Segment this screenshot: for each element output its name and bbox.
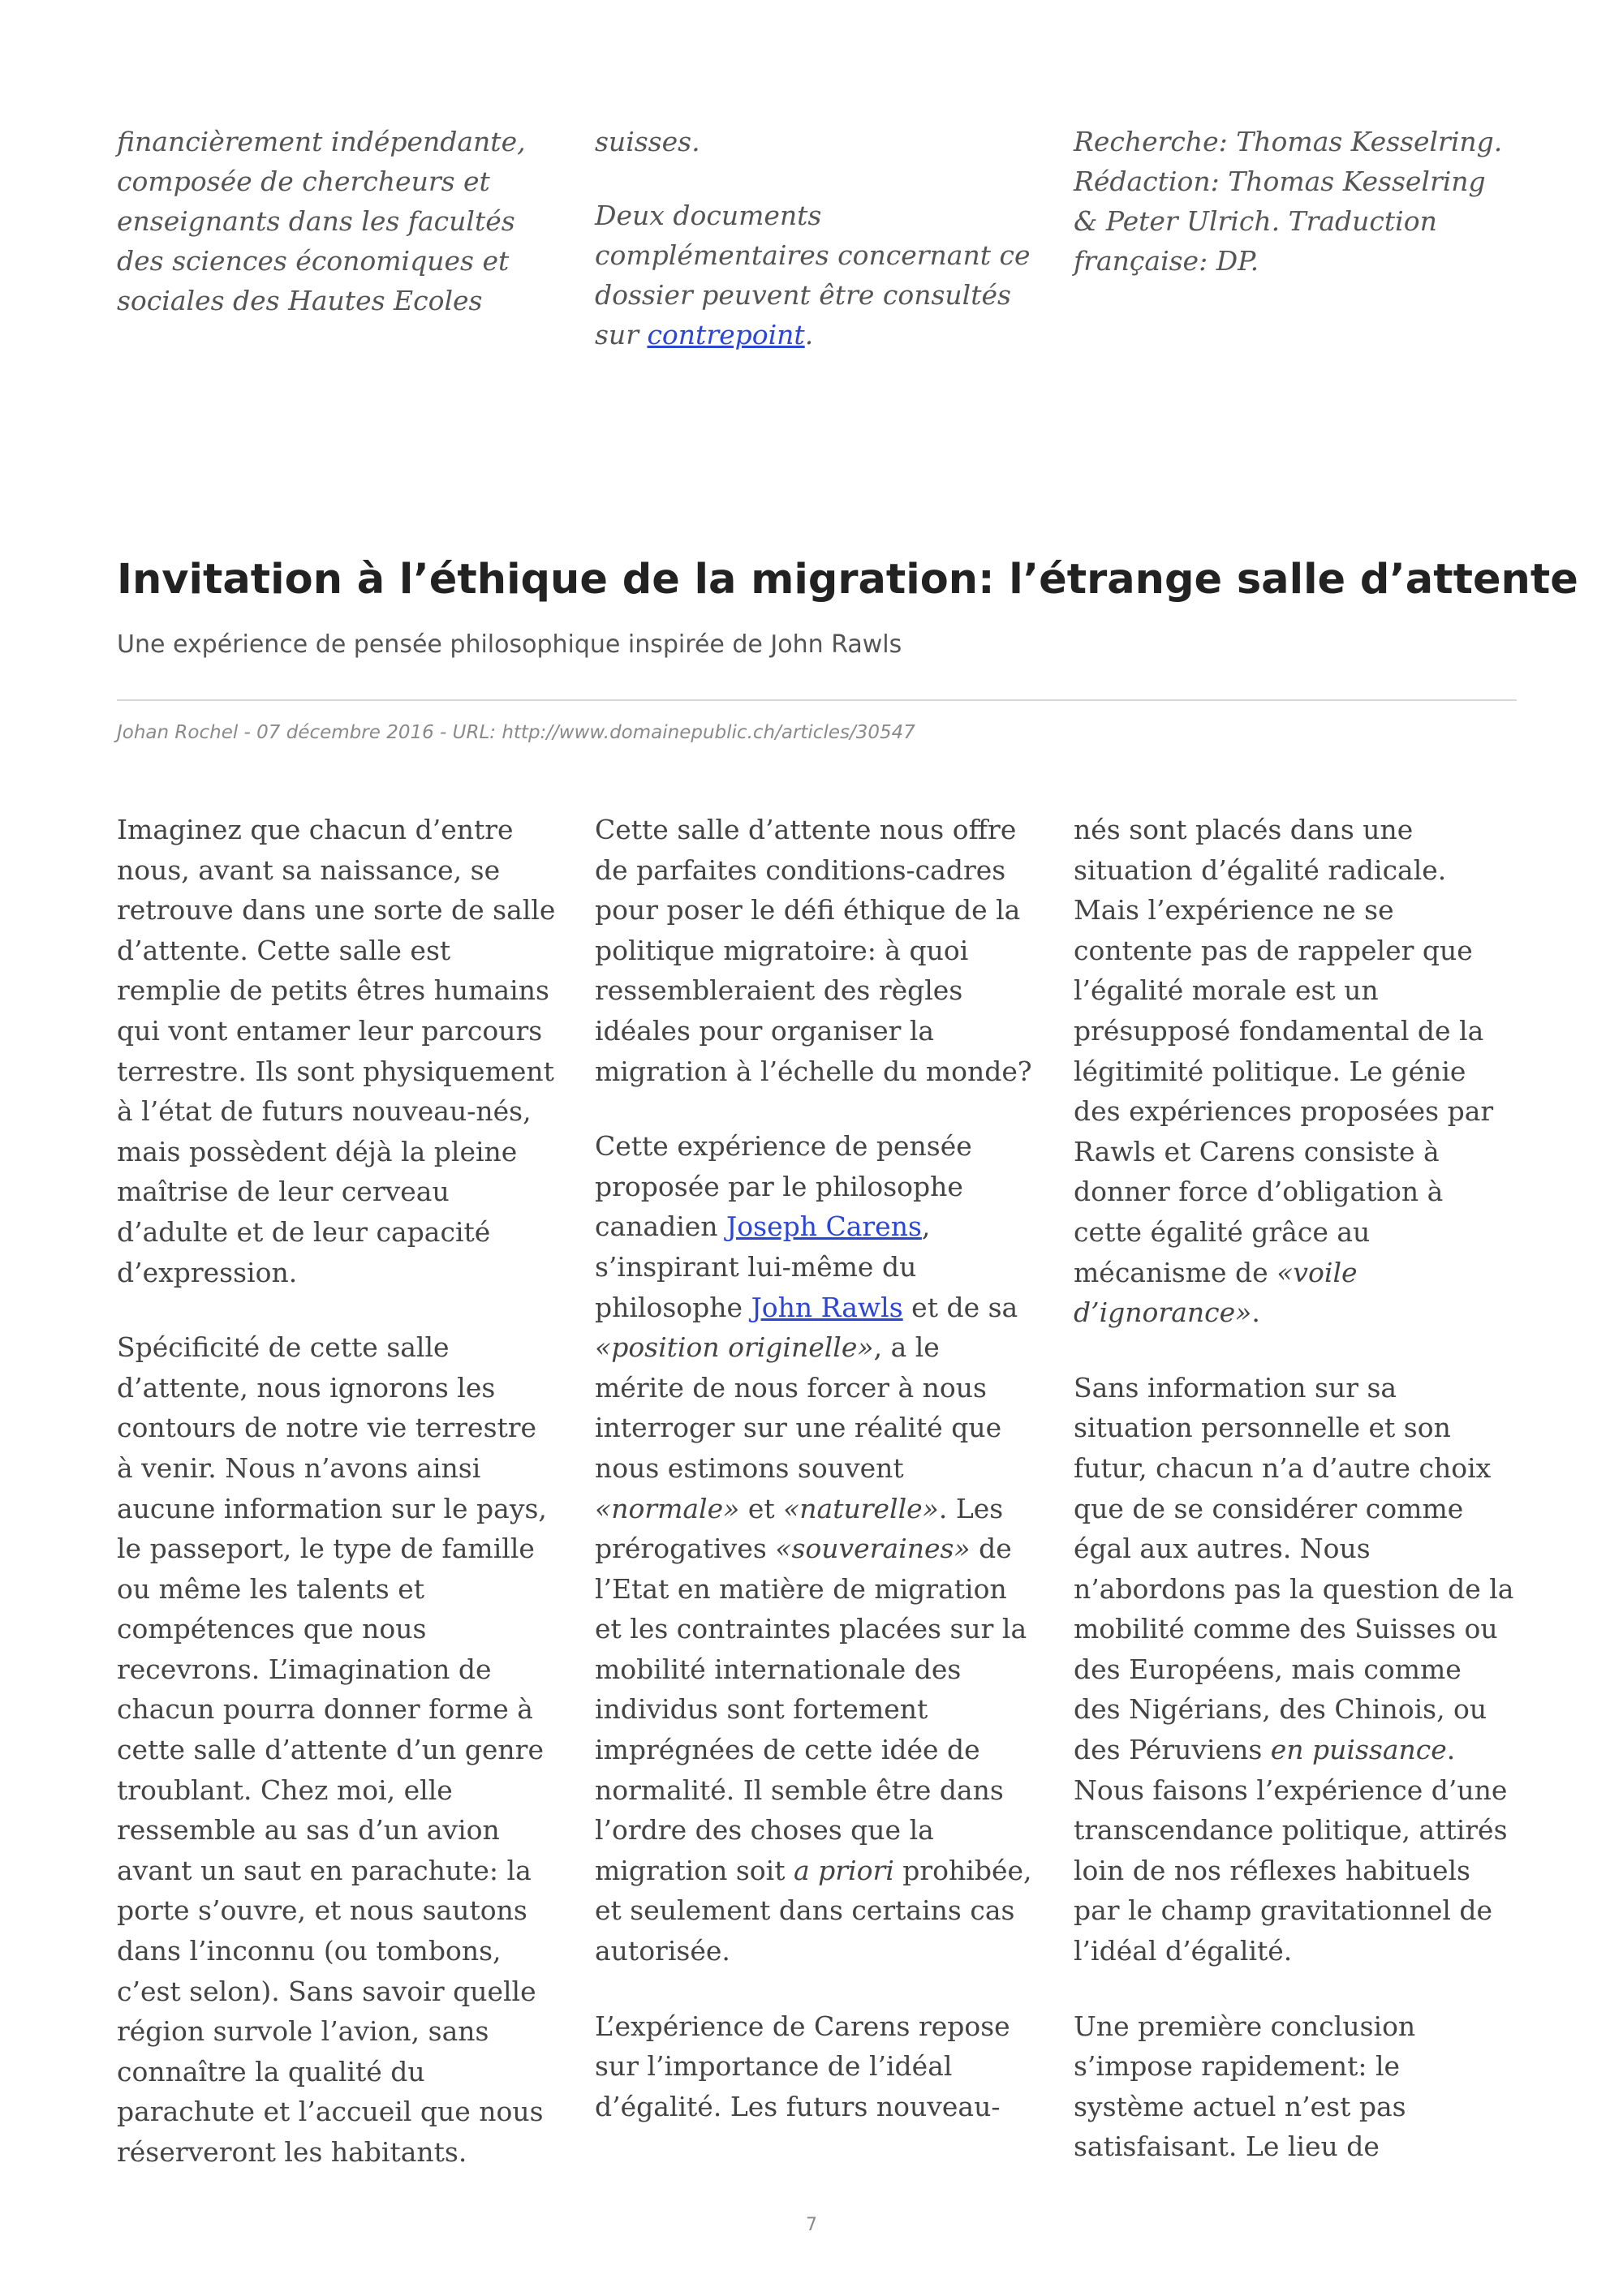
association-description: financièrement indépendante, composée de chercheurs et enseignants dans les facultés des sciences économiques et sociales des Hautes Ecoles: [117, 126, 526, 316]
article-column-3: [1074, 810, 1516, 2167]
continuation-text: suisses.: [595, 126, 700, 157]
complementary-documents-note: Deux documents complémentaires concernant ce dossier peuvent être consultés sur contrepoint.: [595, 200, 1031, 350]
article-column-1: [117, 810, 559, 2173]
john-rawls-link[interactable]: John Rawls: [751, 1291, 903, 1323]
paragraph-7: Sans information sur sa situation personnelle et son futur, chacun n’a d’autre choix que de se considérer comme égal aux autres. Nous n’abordons pas la question de la mobilité comme des Suisses ou des Européens, mais comme des Nigérians, des Chinois, ou des Péruviens en puissance. Nous faisons l’expérience d’une transcendance politique, attirés loin de nos réflexes habituels par le champ gravitationnel de l’idéal d’égalité.: [1074, 1371, 1514, 1967]
paragraph-8: Une première conclusion s’impose rapidement: le système actuel n’est pas satisfaisant. Le lieu de: [1074, 2010, 1416, 2163]
paragraph-3: Cette salle d’attente nous offre de parfaites conditions-cadres pour poser le défi éthique de la politique migratoire: à quoi ressembleraient des règles idéales pour organiser la migration à l’échelle du monde?: [595, 814, 1032, 1087]
previous-article-column-2: [595, 122, 1037, 389]
article-meta: Johan Rochel - 07 décembre 2016 - URL: http://www.domainepublic.ch/articles/30547: [117, 722, 915, 743]
paragraph-6: nés sont placés dans une situation d’égalité radicale. Mais l’expérience ne se contente pas de rappeler que l’égalité morale est un présupposé fondamental de la légitimité politique. Le génie des expériences proposées par Rawls et Carens consiste à donner force d’obligation à cette égalité grâce au mécanisme de «voile d’ignorance».: [1074, 814, 1494, 1329]
previous-article-column-3: [1074, 122, 1516, 315]
paragraph-1: Imaginez que chacun d’entre nous, avant sa naissance, se retrouve dans une sorte de salle d’attente. Cette salle est remplie de petits êtres humains qui vont entamer leur parcours terrestre. Ils sont physiquement à l’état de futurs nouveau-nés, mais possèdent déjà la pleine maîtrise de leur cerveau d’adulte et de leur capacité d’expression.: [117, 814, 556, 1288]
credits-text: Recherche: Thomas Kesselring. Rédaction: Thomas Kesselring & Peter Ulrich. Traduction française: DP.: [1074, 126, 1503, 277]
article-title: Invitation à l’éthique de la migration: l’étrange salle d’attente: [117, 556, 1578, 604]
contrepoint-link[interactable]: contrepoint: [647, 319, 805, 350]
paragraph-5: L’expérience de Carens repose sur l’importance de l’idéal d’égalité. Les futurs nouveau-: [595, 2010, 1010, 2122]
joseph-carens-link[interactable]: Joseph Carens: [726, 1210, 922, 1243]
page-number: 7: [806, 2215, 817, 2235]
article-subtitle: Une expérience de pensée philosophique inspirée de John Rawls: [117, 630, 902, 659]
article-column-2: [595, 810, 1037, 2126]
header-divider: [117, 699, 1517, 701]
previous-article-column-1: [117, 122, 559, 355]
paragraph-4: Cette expérience de pensée proposée par le philosophe canadien Joseph Carens, s’inspirant lui-même du philosophe John Rawls et de sa «position originelle», a le mérite de nous forcer à nous interroger sur une réalité que nous estimons souvent «normale» et «naturelle». Les prérogatives «souveraines» de l’Etat en matière de migration et les contraintes placées sur la mobilité internationale des individus sont fortement imprégnées de cette idée de normalité. Il semble être dans l’ordre des choses que la migration soit a priori prohibée, et seulement dans certains cas autorisée.: [595, 1130, 1032, 1967]
paragraph-2: Spécificité de cette salle d’attente, nous ignorons les contours de notre vie terrestre à venir. Nous n’avons ainsi aucune information sur le pays, le passeport, le type de famille ou même les talents et compétences que nous recevrons. L’imagination de chacun pourra donner forme à cette salle d’attente d’un genre troublant. Chez moi, elle ressemble au sas d’un avion avant un saut en parachute: la porte s’ouvre, et nous sautons dans l’inconnu (ou tombons, c’est selon). Sans savoir quelle région survole l’avion, sans connaître la qualité du parachute et l’accueil que nous réserveront les habitants.: [117, 1331, 547, 2168]
